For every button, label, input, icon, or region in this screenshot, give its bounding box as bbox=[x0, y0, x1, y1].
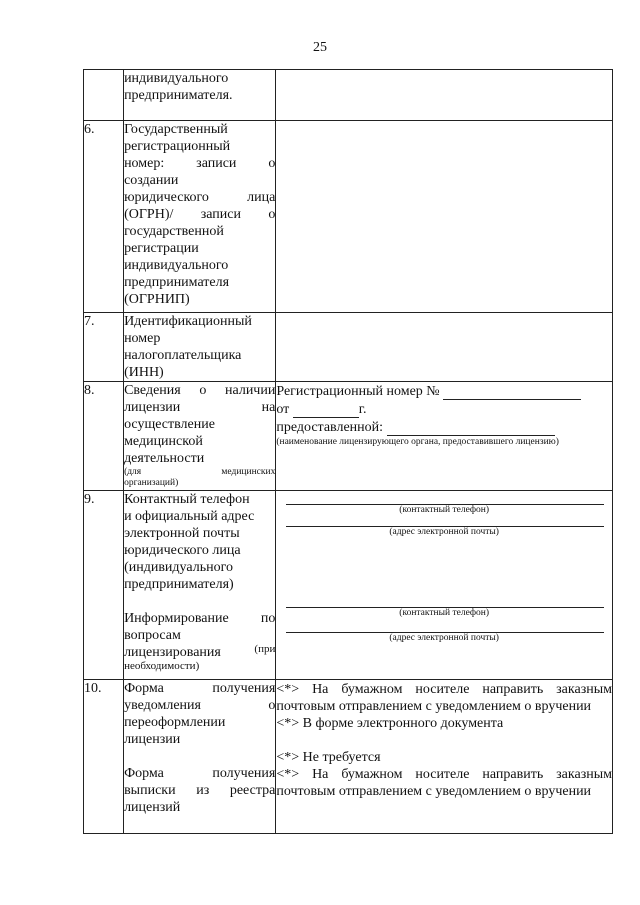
info-note: (при bbox=[254, 643, 276, 655]
label-line: регистрации bbox=[124, 241, 199, 256]
option-electronic-notice[interactable]: <*> В форме электронного документа bbox=[276, 716, 504, 731]
reg-number-label: Регистрационный номер № bbox=[276, 384, 440, 399]
page-number: 25 bbox=[313, 40, 327, 55]
license-info-cell bbox=[276, 382, 613, 491]
delivery-options-cell bbox=[276, 680, 613, 834]
reg-number-field[interactable] bbox=[443, 382, 581, 400]
label-line: государственной bbox=[124, 224, 224, 239]
email-caption: (адрес электронной почты) bbox=[389, 527, 499, 537]
label-line: и официальный адрес bbox=[124, 509, 255, 524]
label-line bbox=[124, 644, 275, 661]
row-label-cell bbox=[124, 313, 276, 382]
row-label-cell bbox=[124, 121, 276, 313]
label-note: необходимости) bbox=[124, 660, 200, 672]
label-line: электронной почты bbox=[124, 526, 240, 541]
label-line: лицензии на bbox=[124, 400, 276, 415]
label-line: (ОГРНИП) bbox=[124, 292, 190, 307]
table-row-8 bbox=[84, 382, 613, 491]
label-line: юридического лица bbox=[124, 543, 241, 558]
option-not-required[interactable]: <*> Не требуется bbox=[276, 750, 381, 765]
row-number: 6. bbox=[84, 121, 124, 313]
row-value-cell[interactable] bbox=[276, 70, 613, 121]
label-line: уведомления о bbox=[124, 698, 276, 713]
info-email-caption: (адрес электронной почты) bbox=[389, 633, 499, 643]
licensing-authority-field[interactable] bbox=[387, 418, 555, 436]
label-line: Информирование по bbox=[124, 611, 276, 626]
label-line: Форма получения bbox=[124, 681, 276, 696]
label-line: выписки из реестра bbox=[124, 783, 276, 798]
label-line: предпринимателя. bbox=[124, 88, 233, 103]
row-label-cell bbox=[124, 382, 276, 491]
ogrn-value-cell[interactable] bbox=[276, 121, 613, 313]
label-line: индивидуального bbox=[124, 71, 229, 86]
label-line: предпринимателя bbox=[124, 275, 230, 290]
table-row-7 bbox=[84, 313, 613, 382]
label-note: организаций) bbox=[124, 478, 179, 488]
row-label-cell bbox=[124, 70, 276, 121]
label-line: медицинской bbox=[124, 434, 203, 449]
label-line: номер bbox=[124, 331, 161, 346]
from-label: от bbox=[276, 402, 290, 417]
info-line-text: лицензирования bbox=[124, 645, 221, 660]
provided-caption: (наименование лицензирующего органа, предоставившего лицензию) bbox=[276, 437, 559, 447]
label-line: создании bbox=[124, 173, 179, 188]
contacts-cell bbox=[276, 491, 613, 680]
row-number-cell bbox=[84, 70, 124, 121]
label-line: индивидуального bbox=[124, 258, 229, 273]
label-line: (ИНН) bbox=[124, 365, 164, 380]
label-line: деятельности bbox=[124, 451, 205, 466]
label-line: юридического лица bbox=[124, 190, 276, 205]
row-label-cell bbox=[124, 680, 276, 834]
table-row-10 bbox=[84, 680, 613, 834]
label-line: осуществление bbox=[124, 417, 215, 432]
row-label-cell bbox=[124, 491, 276, 680]
license-date-line bbox=[276, 400, 612, 418]
label-line: Идентификационный bbox=[124, 314, 252, 329]
option-paper-extract[interactable]: <*> На бумажном носителе направить заказным почтовым отправлением с уведомлением о вручении bbox=[276, 767, 612, 799]
inn-value-cell[interactable] bbox=[276, 313, 613, 382]
label-line: номер: записи о bbox=[124, 156, 276, 171]
row-number: 7. bbox=[84, 313, 124, 382]
label-line: (ОГРН)/ записи о bbox=[124, 207, 276, 222]
label-line: налогоплательщика bbox=[124, 348, 242, 363]
label-line: лицензий bbox=[124, 800, 181, 815]
label-note: (для медицинских bbox=[124, 467, 276, 477]
license-date-field[interactable] bbox=[293, 400, 359, 418]
row-number: 8. bbox=[84, 382, 124, 491]
table-row-6 bbox=[84, 121, 613, 313]
provided-by-line bbox=[276, 418, 612, 436]
phone-caption: (контактный телефон) bbox=[399, 505, 490, 515]
info-phone-caption: (контактный телефон) bbox=[399, 608, 490, 618]
table-row-9 bbox=[84, 491, 613, 680]
label-line: Контактный телефон bbox=[124, 492, 250, 507]
label-line: Государственный bbox=[124, 122, 228, 137]
year-suffix: г. bbox=[358, 402, 367, 417]
label-line: предпринимателя) bbox=[124, 577, 234, 592]
reg-number-line bbox=[276, 382, 612, 400]
license-application-table bbox=[83, 69, 613, 834]
table-row-continuation bbox=[84, 70, 613, 121]
option-paper-notice[interactable]: <*> На бумажном носителе направить заказным почтовым отправлением с уведомлением о вручении bbox=[276, 682, 612, 714]
label-line: (индивидуального bbox=[124, 560, 233, 575]
row-number: 9. bbox=[84, 491, 124, 680]
row-number: 10. bbox=[84, 680, 124, 834]
label-line: Сведения о наличии bbox=[124, 383, 276, 398]
label-line: регистрационный bbox=[124, 139, 231, 154]
label-line: вопросам bbox=[124, 628, 181, 643]
label-line: переоформлении bbox=[124, 715, 226, 730]
label-line: лицензии bbox=[124, 732, 181, 747]
provided-label: предоставленной: bbox=[276, 420, 384, 435]
label-line: Форма получения bbox=[124, 766, 276, 781]
